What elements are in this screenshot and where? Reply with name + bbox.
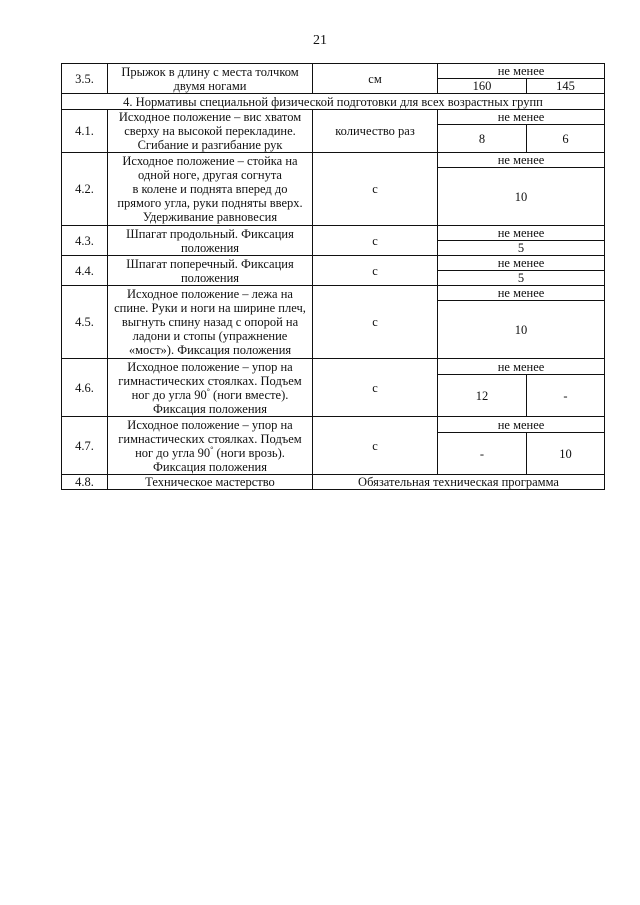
row-number: 4.5. [62,286,108,359]
page-number: 21 [313,33,327,48]
row-number: 4.2. [62,153,108,226]
exercise-name: Исходное положение – лежа на спине. Руки и ноги на ширине плеч, выгнуть спину назад с опорой на ладони и стопы (упражнение «мост»). Фиксация положения [108,286,313,359]
norm-value: 5 [438,241,605,256]
norm-header: не менее [438,64,605,79]
norm-value: 10 [527,433,605,475]
row-number: 4.6. [62,359,108,417]
row-number: 4.7. [62,417,108,475]
unit: с [313,359,438,417]
unit: см [313,64,438,94]
norm-value: 160 [438,79,527,94]
norm-value: - [527,375,605,417]
unit: с [313,256,438,286]
norm-header: не менее [438,359,605,375]
row-number: 3.5. [62,64,108,94]
unit: с [313,417,438,475]
exercise-name: Исходное положение – упор на гимнастических стоялках. Подъем ног до угла 90° (ноги врозь). Фиксация положения [108,417,313,475]
norm-value: - [438,433,527,475]
norm-header: не менее [438,110,605,125]
exercise-name: Техническое мастерство [108,475,313,490]
norm-value: 10 [438,168,605,226]
norm-header: не менее [438,153,605,168]
norm-value: 145 [527,79,605,94]
norms-table [61,63,605,490]
norm-value: 6 [527,125,605,153]
unit: с [313,226,438,256]
norm-value: 10 [438,301,605,359]
section-heading: 4. Нормативы специальной физической подготовки для всех возрастных групп [62,94,605,110]
norm-header: не менее [438,417,605,433]
norm-header: не менее [438,256,605,271]
norm-header: не менее [438,226,605,241]
row-number: 4.8. [62,475,108,490]
norm-value: 5 [438,271,605,286]
exercise-name: Исходное положение – стойка на одной ноге, другая согнута в колене и поднята вперед до прямого угла, руки подняты вверх. Удерживание равновесия [108,153,313,226]
norm-value: 8 [438,125,527,153]
unit: с [313,153,438,226]
unit: количество раз [313,110,438,153]
norm-value: 12 [438,375,527,417]
row-number: 4.3. [62,226,108,256]
unit: с [313,286,438,359]
norm-header: не менее [438,286,605,301]
exercise-name: Прыжок в длину с места толчком двумя ногами [108,64,313,94]
exercise-name: Исходное положение – упор на гимнастических стоялках. Подъем ног до угла 90° (ноги вместе). Фиксация положения [108,359,313,417]
exercise-name: Исходное положение – вис хватом сверху на высокой перекладине. Сгибание и разгибание рук [108,110,313,153]
row-number: 4.1. [62,110,108,153]
norm-value: Обязательная техническая программа [313,475,605,490]
row-number: 4.4. [62,256,108,286]
exercise-name: Шпагат продольный. Фиксация положения [108,226,313,256]
exercise-name: Шпагат поперечный. Фиксация положения [108,256,313,286]
